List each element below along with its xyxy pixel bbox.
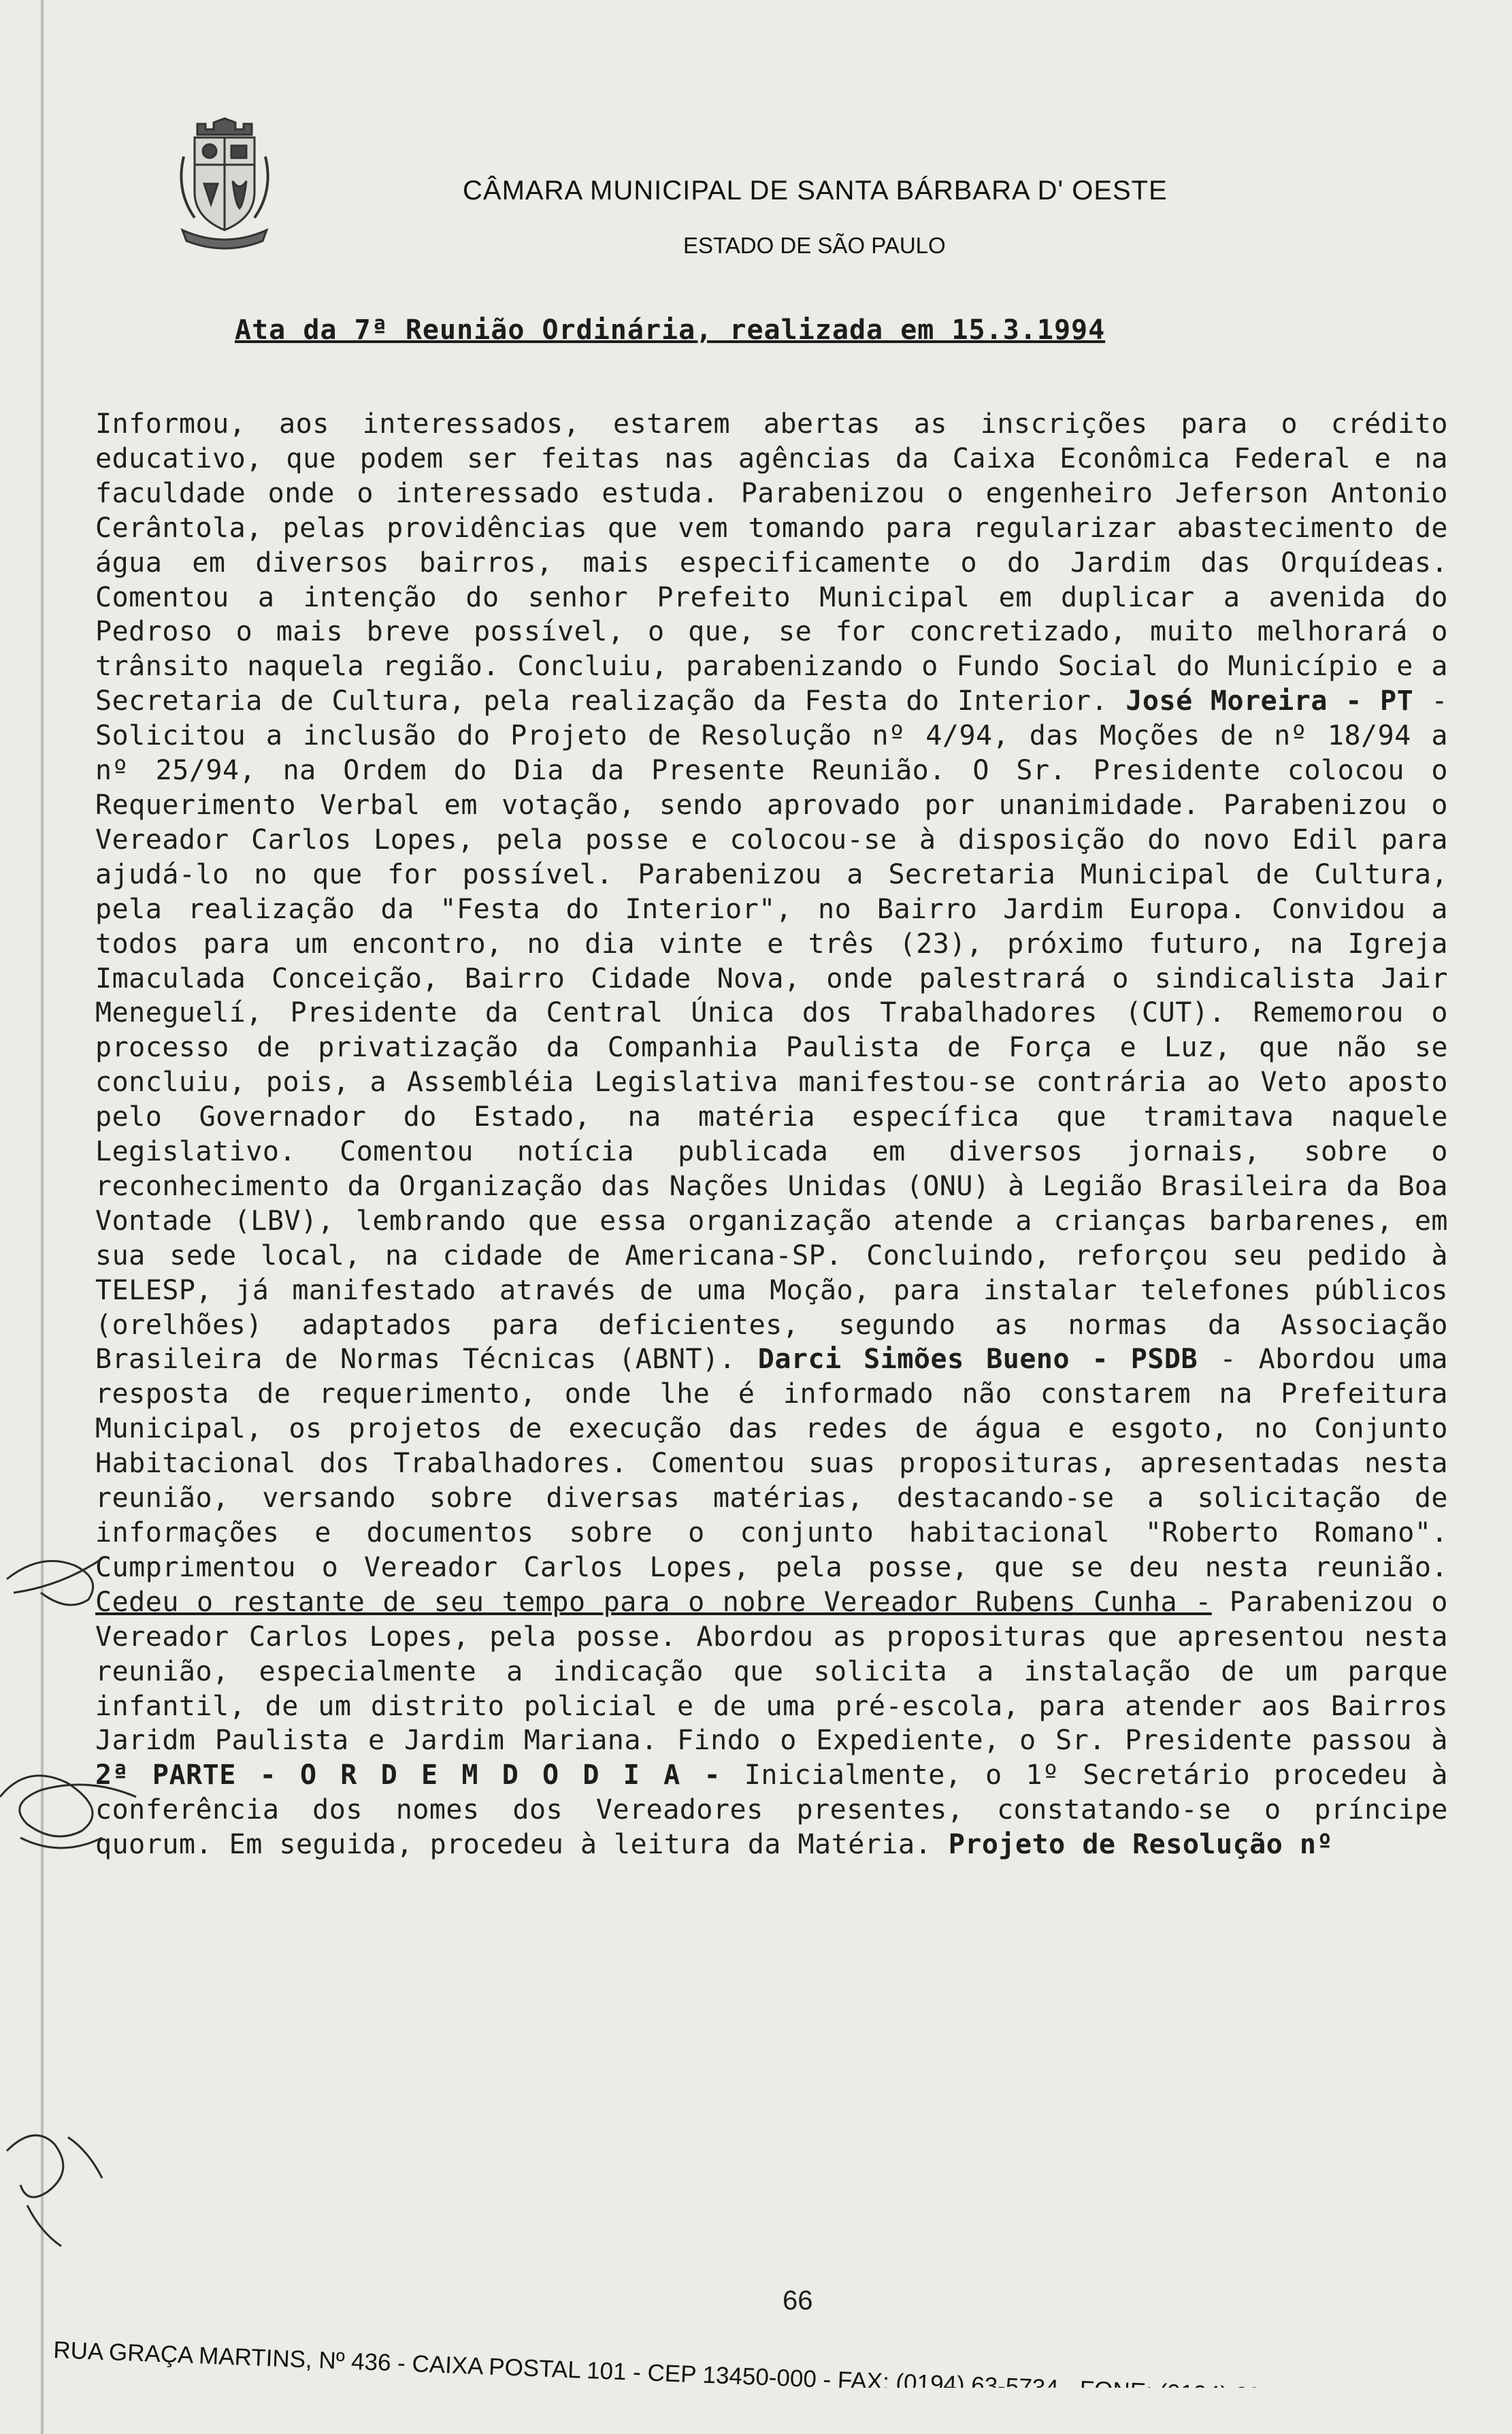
- resolution-project-label: Projeto de Resolução nº: [948, 1829, 1334, 1861]
- footer-address-text: RUA GRAÇA MARTINS, Nº 436 - CAIXA POSTAL 101 - CEP 13450-000 - FAX: (0194) 63-5734 - FONE: (0194) 63-5766: [53, 2337, 1323, 2388]
- speaker-jose-moreira: José Moreira - PT: [1125, 685, 1414, 717]
- page-number: 66: [783, 2286, 813, 2316]
- institution-name: CÂMARA MUNICIPAL DE SANTA BÁRBARA D' OESTE: [463, 176, 1168, 206]
- paragraph-2: - Solicitou a inclusão do Projeto de Resolução nº 4/94, das Moções de nº 18/94 a nº 25/94, na Ordem do Dia da Presente Reunião. O Sr. Presidente colocou o Requerimento Verbal em votação, sendo aprovado por unanimidade. Parabenizou o Vereador Carlos Lopes, pela posse e colocou-se à disposição do novo Edil para ajudá-lo no que for possível. Parabenizou a Secretaria Municipal de Cultura, pela realização da "Festa do Interior", no Bairro Jardim Europa. Convidou a todos para um encontro, no dia vinte e três (23), próximo futuro, na Igreja Imaculada Conceição, Bairro Cidade Nova, onde palestrará o sindicalista Jair Meneguelí, Presidente da Central Única dos Trabalhadores (CUT). Rememorou o processo de privatização da Companhia Paulista de Força e Luz, que não se concluiu, pois, a Assembléia Legislativa manifestou-se contrária ao Veto aposto pelo Governador do Estado, na matéria específica que tramitava naquele Legislativo. Comentou notícia publicada em diversos jornais, sobre o reconhecimento da Organização das Nações Unidas (ONU) à Legião Brasileira da Boa Vontade (LBV), lembrando que essa organização atende a crianças barbarenes, em sua sede local, na cidade de Americana-SP. Concluindo, reforçou seu pedido à TELESP, já manifestado através de uma Moção, para instalar telefones públicos (orelhões) adaptados para deficientes, segundo as normas da Associação Brasileira de Normas Técnicas (ABNT).: [95, 685, 1448, 1376]
- paragraph-1: Informou, aos interessados, estarem abertas as inscrições para o crédito educativo, que podem ser feitas nas agências da Caixa Econômica Federal e na faculdade onde o interessado estuda. Parabenizou o engenheiro Jeferson Antonio Cerântola, pelas providências que vem tomando para regularizar abastecimento de água em diversos bairros, mais especificamente o do Jardim das Orquídeas. Comentou a intenção do senhor Prefeito Municipal em duplicar a avenida do Pedroso o mais breve possível, o que, se for concretizado, muito melhorará o trânsito naquela região. Concluiu, parabenizando o Fundo Social do Município e a Secretaria de Cultura, pela realização da Festa do Interior.: [95, 408, 1448, 717]
- ceded-time-note: Cedeu o restante de seu tempo para o nobre Vereador Rubens Cunha -: [95, 1586, 1212, 1618]
- speaker-darci-simoes-bueno: Darci Simões Bueno - PSDB: [757, 1344, 1198, 1376]
- coat-of-arms-icon: [170, 116, 279, 252]
- paragraph-4: Parabenizou o Vereador Carlos Lopes, pela posse. Abordou as proposituras que apresentou nesta reunião, especialmente a indicação que solicita a instalação de um parque infantil, de um distrito policial e de uma pré-escola, para atender aos Bairros Jaridm Paulista e Jardim Mariana. Findo o Expediente, o Sr. Presidente passou à: [95, 1586, 1448, 1757]
- state-name: ESTADO DE SÃO PAULO: [683, 233, 946, 258]
- handwritten-signature: [0, 1538, 177, 2287]
- footer-address-line: [53, 2326, 1502, 2388]
- minutes-title: Ata da 7ª Reunião Ordinária, realizada em 15.3.1994: [235, 314, 1106, 346]
- paragraph-3: - Abordou uma resposta de requerimento, onde lhe é informado não constarem na Prefeitura Municipal, os projetos de execução das redes de água e esgoto, no Conjunto Habitacional dos Trabalhadores. Comentou suas proposituras, apresentadas nesta reunião, versando sobre diversas matérias, destacando-se a solicitação de informações e documentos sobre o conjunto habitacional "Roberto Romano". Cumprimentou o Vereador Carlos Lopes, pela posse, que se deu nesta reunião.: [95, 1344, 1448, 1583]
- order-of-day-heading: 2ª PARTE - O R D E M D O D I A -: [95, 1759, 721, 1791]
- footer-address: [53, 2326, 1502, 2388]
- minutes-body: [95, 407, 1448, 1862]
- paragraph-5: Inicialmente, o 1º Secretário procedeu à conferência dos nomes dos Vereadores presentes, constatando-se o príncipe quorum. Em seguida, procedeu à leitura da Matéria.: [95, 1759, 1448, 1861]
